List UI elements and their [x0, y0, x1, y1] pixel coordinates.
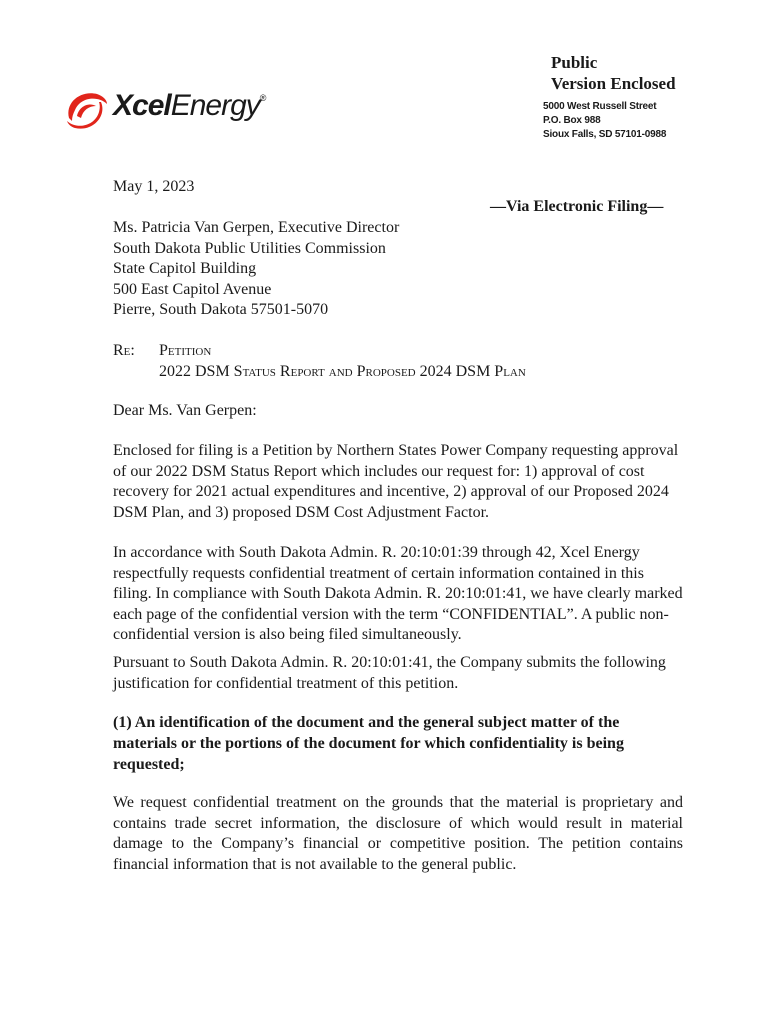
body-paragraph-4: We request confidential treatment on the grounds that the material is proprietary and contains trade secret information, the disclosure of which would result in material damage to the Company’s financial or competitive position. The petition contains financial information that is not available to the general public.: [113, 794, 683, 873]
delivery-method: —Via Electronic Filing—: [490, 198, 664, 215]
address-line-1: 5000 West Russell Street: [543, 101, 657, 112]
public-line-1: Public: [551, 53, 598, 72]
letter-date: May 1, 2023: [113, 178, 195, 195]
logo-swoosh-inner: [77, 104, 96, 118]
body-paragraph-2: In accordance with South Dakota Admin. R. 20:10:01:39 through 42, Xcel Energy respectfully requests confidential treatment of certain information contained in this filing. In compliance with South Dakota Admin. R. 20:10:01:41, we have clearly marked each page of the confidential version with the term “CONFIDENTIAL”. A public non-confidential version is also being filed simultaneously.: [113, 544, 683, 643]
recipient-line: Pierre, South Dakota 57501-5070: [113, 301, 329, 318]
recipient-line: South Dakota Public Utilities Commission: [113, 239, 386, 257]
recipient-line: Ms. Patricia Van Gerpen, Executive Director: [113, 219, 400, 236]
subject-line-2: 2022 DSM Status Report and Proposed 2024 DSM Plan: [159, 362, 526, 380]
subject-label: Re:: [113, 342, 135, 359]
address-line-2: P.O. Box 988: [543, 115, 601, 126]
body-paragraph-3: Pursuant to South Dakota Admin. R. 20:10:01:41, the Company submits the following justification for confidential treatment of this petition.: [113, 654, 666, 692]
logo-name-regular: Energy: [170, 89, 260, 122]
section-heading-1: (1) An identification of the document and the general subject matter of the materials or the portions of the document for which confidentiality is being requested;: [113, 714, 624, 773]
subject-block: [113, 341, 526, 380]
logo-name-bold: Xcel: [113, 89, 171, 122]
address-line-3: Sioux Falls, SD 57101-0988: [543, 129, 667, 140]
salutation: Dear Ms. Van Gerpen:: [113, 402, 257, 419]
body-paragraph-1: Enclosed for filing is a Petition by Northern States Power Company requesting approval of our 2022 DSM Status Report which includes our request for: 1) approval of cost recovery for 2021 actual expenditures and incentive, 2) approval of our Proposed 2024 DSM Plan, and 3) proposed DSM Cost Adjustment Factor.: [113, 442, 679, 521]
recipient-block: [113, 218, 399, 321]
subject-lines: [159, 341, 526, 382]
recipient-line: State Capitol Building: [113, 260, 257, 277]
logo-wordmark: [113, 89, 265, 123]
public-line-2: Version Enclosed: [551, 74, 676, 93]
recipient-line: 500 East Capitol Avenue: [113, 280, 272, 298]
subject-line-1: Petition: [159, 342, 212, 359]
logo-registered-mark: ®: [259, 93, 266, 103]
company-address: [543, 100, 666, 142]
public-version-label: [551, 52, 676, 94]
